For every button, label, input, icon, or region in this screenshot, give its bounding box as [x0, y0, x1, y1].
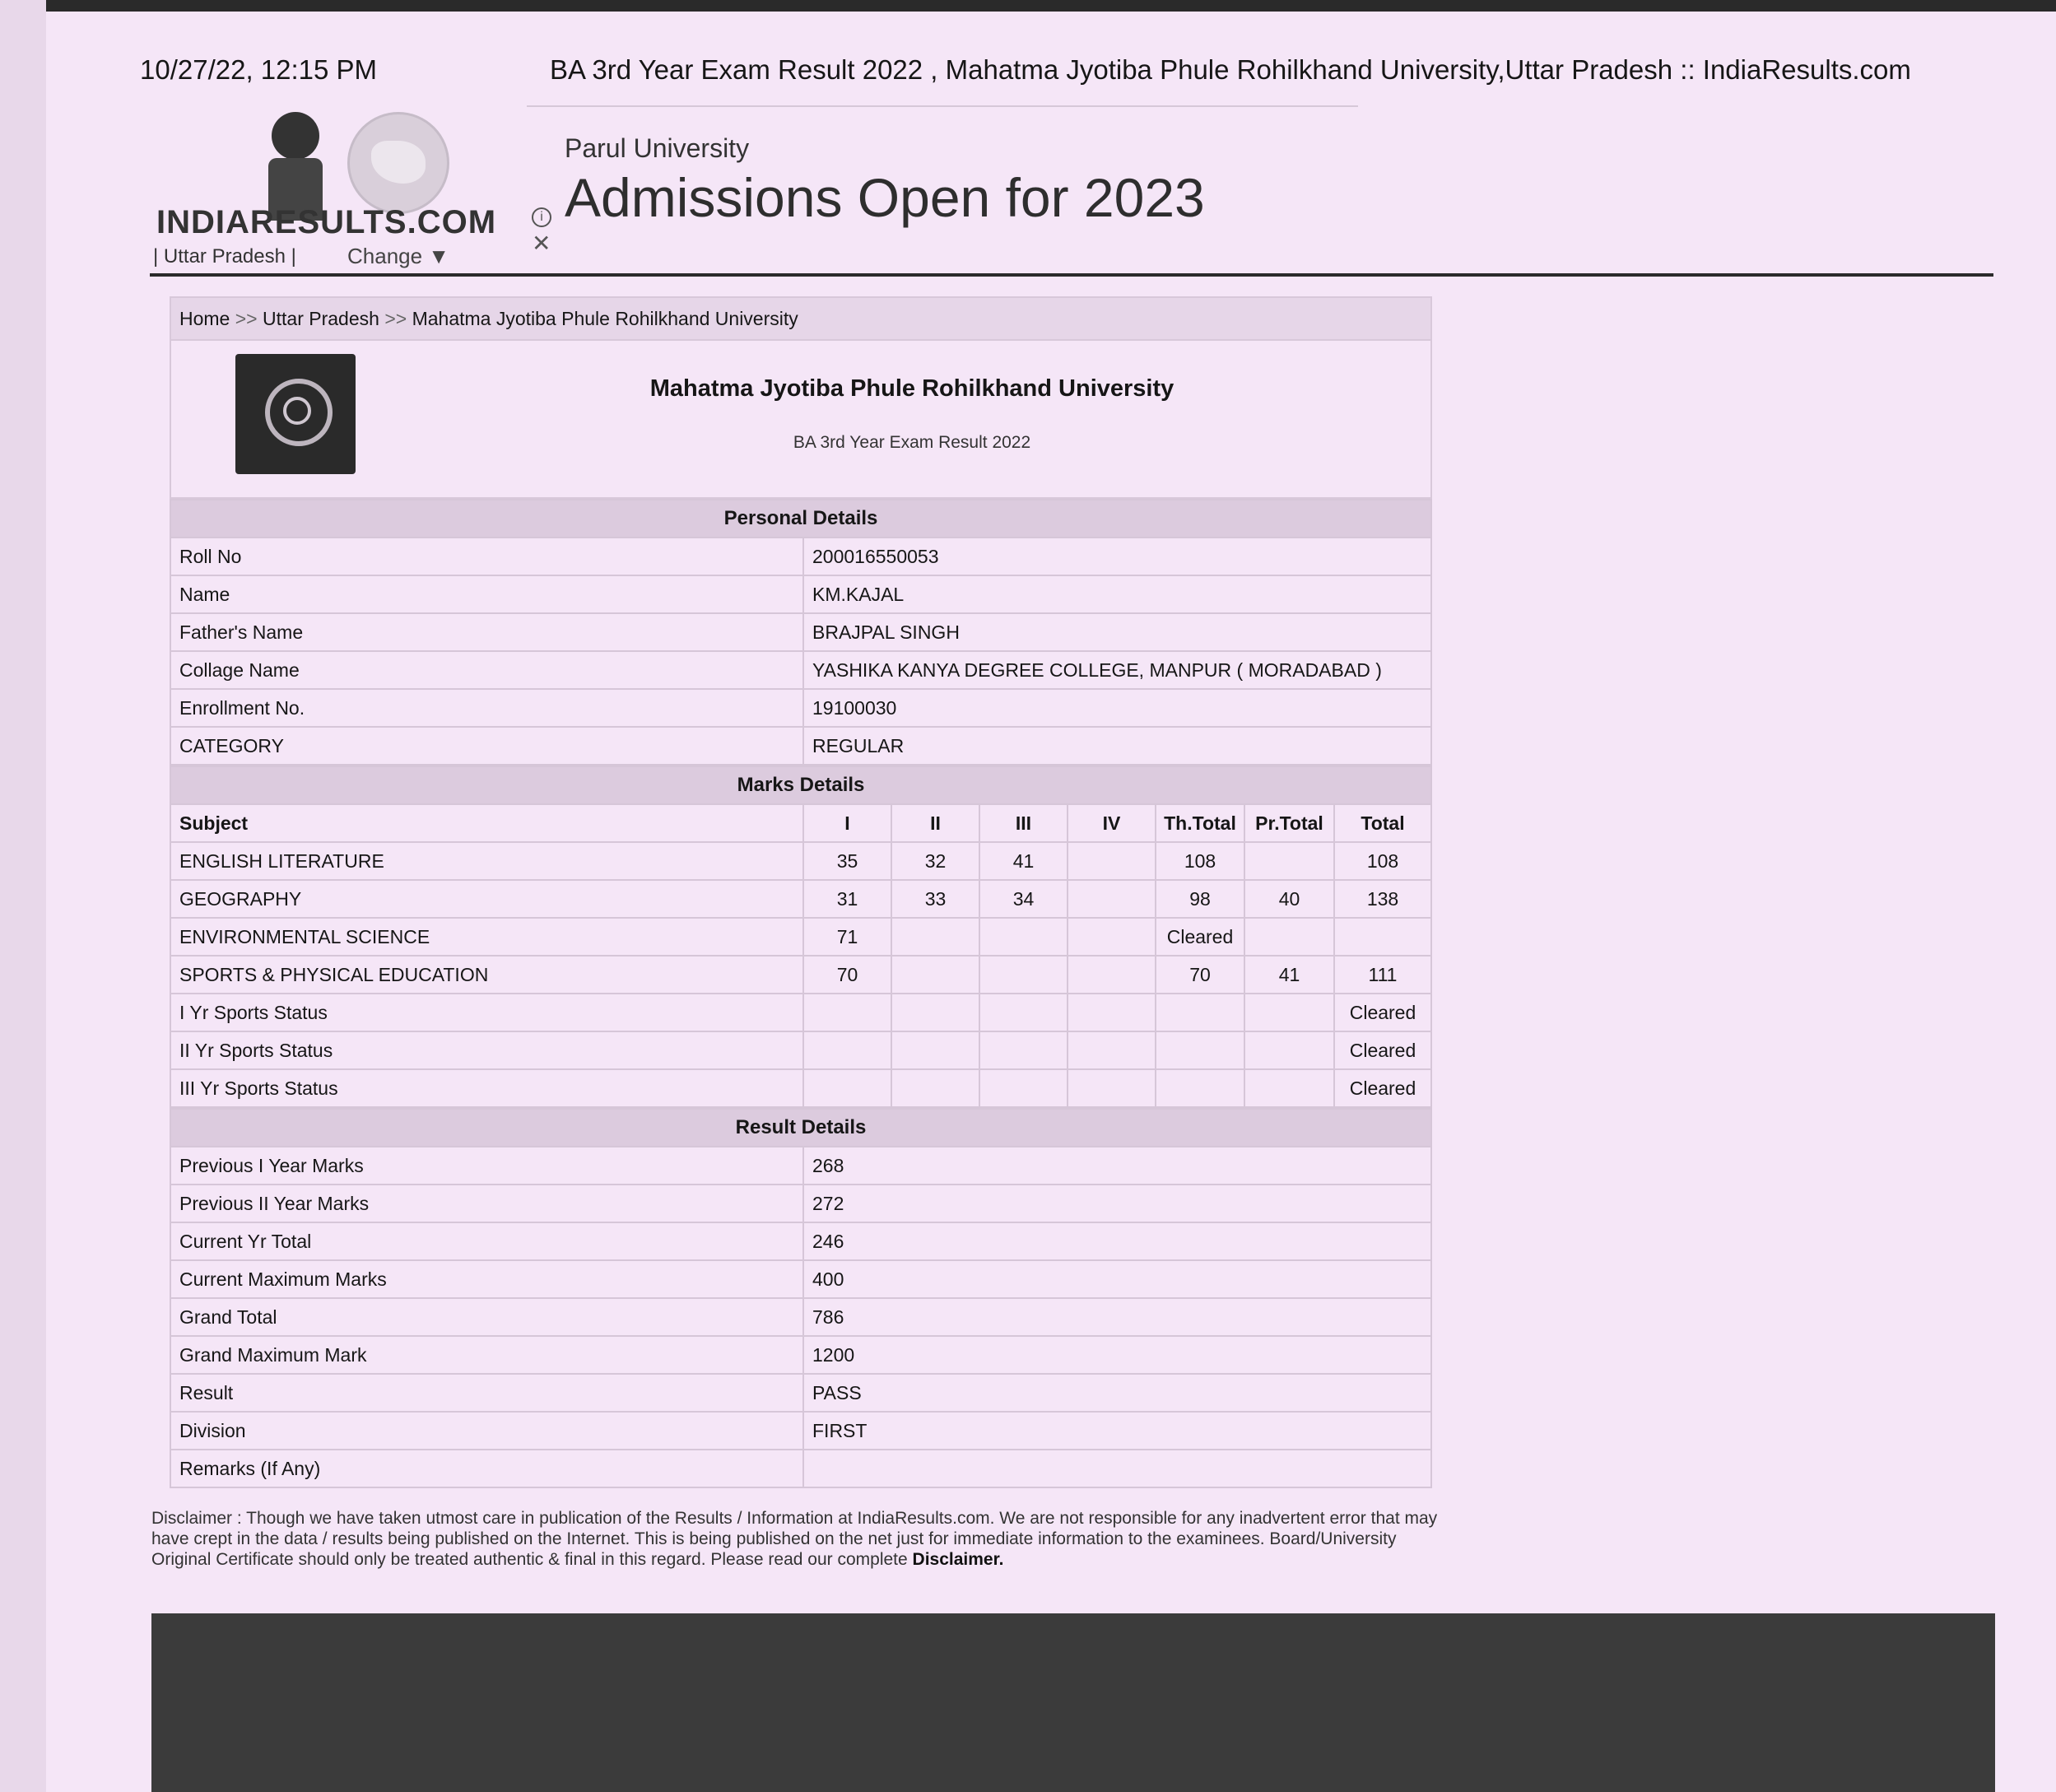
mark-cell [979, 1031, 1068, 1069]
mark-cell [1068, 918, 1156, 956]
table-row [170, 1298, 1431, 1336]
table-row [170, 727, 1431, 765]
row-label: Name [170, 575, 803, 613]
breadcrumb-separator: >> [235, 308, 258, 329]
mark-cell [979, 994, 1068, 1031]
practical-total-cell: 41 [1244, 956, 1334, 994]
person-silhouette-icon [268, 112, 323, 219]
column-header: Total [1334, 804, 1431, 842]
mark-cell [803, 1031, 891, 1069]
column-header: Subject [170, 804, 803, 842]
table-row [170, 1031, 1431, 1069]
table-row [170, 689, 1431, 727]
footer-band [151, 1613, 1995, 1792]
table-row [170, 613, 1431, 651]
breadcrumb-state[interactable]: Uttar Pradesh [263, 308, 379, 329]
table-row [170, 538, 1431, 575]
mark-cell [1068, 956, 1156, 994]
breadcrumb-separator: >> [384, 308, 407, 329]
row-value: 19100030 [803, 689, 1431, 727]
column-header: II [891, 804, 979, 842]
table-row [170, 651, 1431, 689]
row-label: Grand Maximum Mark [170, 1336, 803, 1374]
row-label: Current Maximum Marks [170, 1260, 803, 1298]
mark-cell [891, 1069, 979, 1107]
practical-total-cell [1244, 918, 1334, 956]
subject-cell: III Yr Sports Status [170, 1069, 803, 1107]
subject-cell: GEOGRAPHY [170, 880, 803, 918]
marks-details-heading: Marks Details [170, 766, 1431, 804]
mark-cell: 33 [891, 880, 979, 918]
mark-cell: 32 [891, 842, 979, 880]
row-value: 246 [803, 1222, 1431, 1260]
mark-cell [891, 1031, 979, 1069]
total-cell: 138 [1334, 880, 1431, 918]
site-logo[interactable] [153, 107, 497, 272]
state-map-icon [347, 112, 449, 214]
table-row [170, 1374, 1431, 1412]
row-value: REGULAR [803, 727, 1431, 765]
table-row [170, 880, 1431, 918]
info-icon[interactable]: i [532, 207, 551, 227]
university-name: Mahatma Jyotiba Phule Rohilkhand University [649, 375, 1175, 402]
practical-total-cell: 40 [1244, 880, 1334, 918]
personal-details-heading: Personal Details [170, 500, 1431, 538]
mark-cell [891, 956, 979, 994]
row-label: Previous II Year Marks [170, 1185, 803, 1222]
ad-brand: Parul University [565, 133, 750, 163]
mark-cell: 71 [803, 918, 891, 956]
theory-total-cell [1156, 1031, 1244, 1069]
total-cell [1334, 918, 1431, 956]
mark-cell [1068, 1069, 1156, 1107]
mark-cell: 35 [803, 842, 891, 880]
total-cell: Cleared [1334, 994, 1431, 1031]
subject-cell: ENGLISH LITERATURE [170, 842, 803, 880]
row-label: Collage Name [170, 651, 803, 689]
site-logo-text: INDIARESULTS.COM [156, 204, 497, 240]
result-details-heading: Result Details [170, 1109, 1431, 1147]
breadcrumb [170, 296, 1432, 341]
subject-cell: I Yr Sports Status [170, 994, 803, 1031]
subject-cell: II Yr Sports Status [170, 1031, 803, 1069]
mark-cell [979, 918, 1068, 956]
table-row [170, 1222, 1431, 1260]
ad-headline[interactable]: Admissions Open for 2023 [565, 167, 1205, 228]
table-row [170, 1260, 1431, 1298]
row-label: Division [170, 1412, 803, 1450]
subject-cell: ENVIRONMENTAL SCIENCE [170, 918, 803, 956]
print-page-title: BA 3rd Year Exam Result 2022 , Mahatma Jyotiba Phule Rohilkhand University,Uttar Pradesh :: IndiaResults.com [550, 54, 1911, 85]
row-label: Remarks (If Any) [170, 1450, 803, 1487]
row-label: Enrollment No. [170, 689, 803, 727]
column-header: Th.Total [1156, 804, 1244, 842]
column-header: IV [1068, 804, 1156, 842]
mark-cell [803, 1069, 891, 1107]
university-emblem-icon [235, 354, 356, 474]
change-state-link[interactable]: Change ▼ [347, 244, 450, 268]
exam-title: BA 3rd Year Exam Result 2022 [793, 433, 1031, 452]
university-header [170, 341, 1432, 499]
state-label: | Uttar Pradesh | [153, 245, 296, 268]
mark-cell [1068, 1031, 1156, 1069]
result-panel [170, 296, 1432, 1488]
theory-total-cell: Cleared [1156, 918, 1244, 956]
scan-left-edge [0, 0, 46, 1792]
table-row [170, 956, 1431, 994]
print-timestamp: 10/27/22, 12:15 PM [140, 54, 378, 85]
total-cell: Cleared [1334, 1069, 1431, 1107]
row-value: 272 [803, 1185, 1431, 1222]
division-value: FIRST [803, 1412, 1431, 1450]
theory-total-cell: 70 [1156, 956, 1244, 994]
table-row [170, 1450, 1431, 1487]
practical-total-cell [1244, 994, 1334, 1031]
row-label: Roll No [170, 538, 803, 575]
breadcrumb-home[interactable]: Home [179, 308, 230, 329]
result-status-value: PASS [803, 1374, 1431, 1412]
table-header-row [170, 804, 1431, 842]
subject-cell: SPORTS & PHYSICAL EDUCATION [170, 956, 803, 994]
table-row [170, 575, 1431, 613]
personal-details-table [170, 499, 1432, 766]
theory-total-cell [1156, 994, 1244, 1031]
remarks-value [803, 1450, 1431, 1487]
row-value: 268 [803, 1147, 1431, 1185]
marks-details-table [170, 766, 1432, 1108]
close-icon[interactable]: ✕ [532, 230, 551, 256]
table-row [170, 1412, 1431, 1450]
mark-cell: 31 [803, 880, 891, 918]
mark-cell: 70 [803, 956, 891, 994]
row-value: 786 [803, 1298, 1431, 1336]
result-details-table [170, 1108, 1432, 1488]
column-header: Pr.Total [1244, 804, 1334, 842]
ad-banner[interactable] [527, 105, 1358, 270]
row-label: Current Yr Total [170, 1222, 803, 1260]
theory-total-cell: 108 [1156, 842, 1244, 880]
column-header: I [803, 804, 891, 842]
table-row [170, 994, 1431, 1031]
row-value: BRAJPAL SINGH [803, 613, 1431, 651]
mark-cell [1068, 994, 1156, 1031]
disclaimer-link[interactable]: Disclaimer. [912, 1550, 1004, 1569]
table-row [170, 1147, 1431, 1185]
theory-total-cell: 98 [1156, 880, 1244, 918]
total-cell: Cleared [1334, 1031, 1431, 1069]
table-row [170, 1336, 1431, 1374]
practical-total-cell [1244, 1069, 1334, 1107]
table-row [170, 918, 1431, 956]
row-value: YASHIKA KANYA DEGREE COLLEGE, MANPUR ( MORADABAD ) [803, 651, 1431, 689]
row-value: 200016550053 [803, 538, 1431, 575]
row-label: Result [170, 1374, 803, 1412]
mark-cell [979, 956, 1068, 994]
row-value: 1200 [803, 1336, 1431, 1374]
mark-cell: 34 [979, 880, 1068, 918]
mark-cell [891, 994, 979, 1031]
total-cell: 111 [1334, 956, 1431, 994]
mark-cell [979, 1069, 1068, 1107]
theory-total-cell [1156, 1069, 1244, 1107]
table-row [170, 1069, 1431, 1107]
mark-cell [1068, 842, 1156, 880]
column-header: III [979, 804, 1068, 842]
scan-top-edge [0, 0, 2056, 12]
row-label: CATEGORY [170, 727, 803, 765]
row-label: Grand Total [170, 1298, 803, 1336]
row-label: Previous I Year Marks [170, 1147, 803, 1185]
mark-cell [1068, 880, 1156, 918]
table-row [170, 842, 1431, 880]
table-row [170, 1185, 1431, 1222]
disclaimer [151, 1508, 1444, 1570]
row-label: Father's Name [170, 613, 803, 651]
practical-total-cell [1244, 842, 1334, 880]
practical-total-cell [1244, 1031, 1334, 1069]
disclaimer-text: Disclaimer : Though we have taken utmost care in publication of the Results / Information at IndiaResults.com. We are not responsible for any inadvertent error that may have crept in the data / results being published on the Internet. This is being published on the net just for immediate information to the examinees. Board/University Original Certificate should only be treated authentic & final in this regard. Please read our complete [151, 1509, 1438, 1569]
header-divider [150, 273, 1993, 277]
mark-cell [891, 918, 979, 956]
mark-cell [803, 994, 891, 1031]
mark-cell: 41 [979, 842, 1068, 880]
row-value: 400 [803, 1260, 1431, 1298]
row-value: KM.KAJAL [803, 575, 1431, 613]
breadcrumb-university[interactable]: Mahatma Jyotiba Phule Rohilkhand University [412, 308, 798, 329]
total-cell: 108 [1334, 842, 1431, 880]
